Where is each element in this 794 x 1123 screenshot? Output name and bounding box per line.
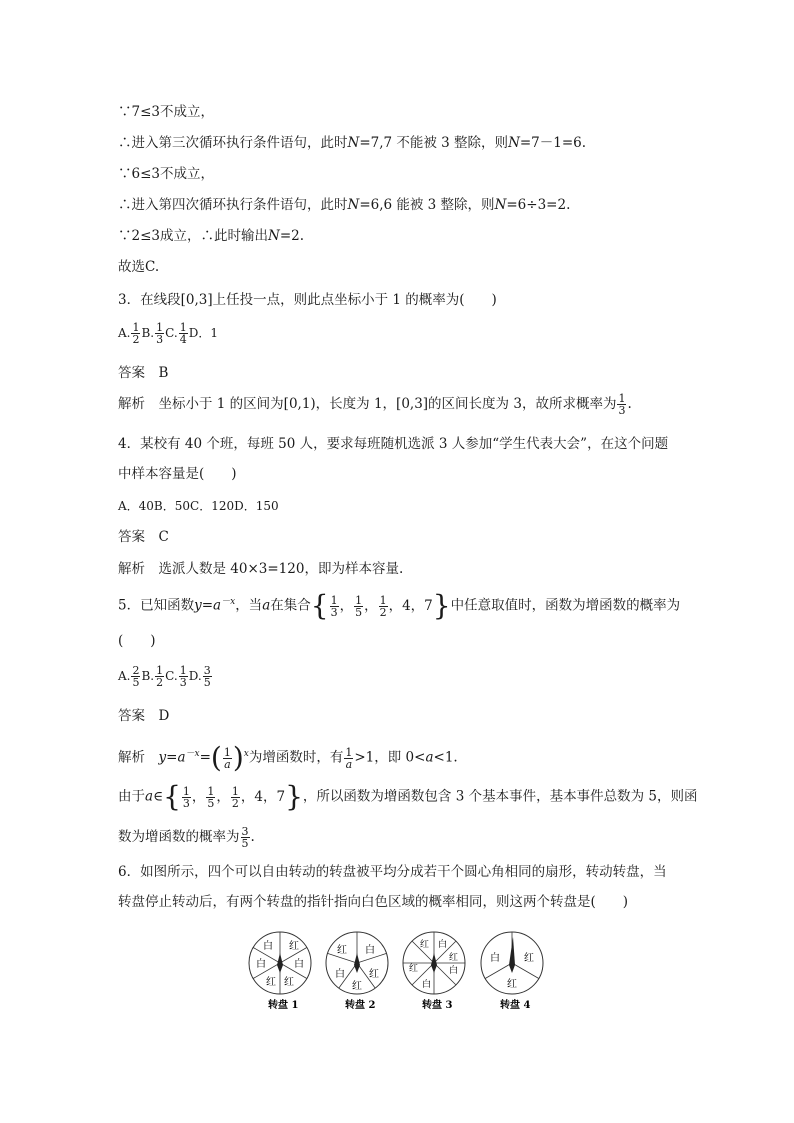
spinner-figure bbox=[240, 925, 560, 1015]
sector-label: 红 bbox=[449, 953, 459, 963]
sector-label: 白 bbox=[335, 969, 345, 980]
text-line: ∵6≤3不成立， bbox=[118, 166, 214, 182]
sector-label: 白 bbox=[365, 945, 375, 956]
question-4-stem: 4．某校有 40 个班，每班 50 人，要求每班随机选派 3 人参加“学生代表大会”，在这个问题 bbox=[118, 436, 669, 452]
sector-label: 白 bbox=[490, 953, 500, 964]
sector-label: 红 bbox=[507, 979, 517, 990]
sector-label: 白 bbox=[294, 959, 304, 970]
spinner-2 bbox=[326, 932, 388, 1011]
sector-label: 红 bbox=[337, 945, 347, 956]
spinner-4 bbox=[481, 932, 543, 1011]
question-5-analysis: 由于a∈ { $\frac{1}{3}$ ， $\frac{1}{5}$ ， $\frac{1}{2}$ ，4，7 } ，所以函数为增函数包含 3 个基本事件，基本事件总数为 5，则函 bbox=[118, 780, 698, 813]
question-4-analysis: 解析 选派人数是 40×3=120，即为样本容量. bbox=[118, 561, 404, 577]
sector-label: 红 bbox=[284, 977, 294, 988]
question-4-answer: 答案 C bbox=[118, 529, 169, 545]
text-line: 故选C. bbox=[118, 259, 160, 275]
spinner-label: 转盘 2 bbox=[345, 1000, 376, 1011]
sector-label: 红 bbox=[266, 977, 276, 988]
spinner-label: 转盘 3 bbox=[422, 1000, 453, 1011]
sector-label: 白 bbox=[263, 941, 273, 952]
sector-label: 红 bbox=[369, 969, 379, 980]
text-line: ∴进入第三次循环执行条件语句，此时N=7,7 不能被 3 整除，则N=7－1=6. bbox=[118, 135, 587, 151]
text-line: ∴进入第四次循环执行条件语句，此时N=6,6 能被 3 整除，则N=6÷3=2. bbox=[118, 197, 571, 213]
question-5-analysis: 数为增函数的概率为 $\frac{3}{5}$ . bbox=[118, 825, 255, 850]
question-5-answer: 答案 D bbox=[118, 708, 170, 724]
sector-label: 白 bbox=[449, 966, 459, 976]
spinner-label: 转盘 4 bbox=[500, 1000, 531, 1011]
question-6-stem: 转盘停止转动后，有两个转盘的指针指向白色区域的概率相同，则这两个转盘是( ) bbox=[118, 894, 629, 910]
question-3-stem: 3．在线段[0,3]上任投一点，则此点坐标小于 1 的概率为( ) bbox=[118, 292, 497, 308]
question-4-stem: 中样本容量是( ) bbox=[118, 466, 237, 482]
question-3-analysis: 解析 坐标小于 1 的区间为[0,1)，长度为 1，[0,3]的区间长度为 3，故所求概率为 $\frac{1}{3}$ . bbox=[118, 392, 632, 417]
question-4-options: A．40B．50C．120D．150 bbox=[118, 499, 279, 513]
question-3-options: A. $\frac{1}{2}$ B. $\frac{1}{3}$ C. $\frac{1}{4}$ D．1 bbox=[118, 321, 218, 346]
sector-label: 白 bbox=[256, 959, 266, 970]
question-3-answer: 答案 B bbox=[118, 365, 169, 381]
sector-label: 红 bbox=[289, 941, 299, 952]
sector-label: 白 bbox=[438, 940, 448, 950]
sector-label: 红 bbox=[524, 953, 534, 964]
sector-label: 白 bbox=[422, 980, 432, 990]
question-5-stem: ( ) bbox=[118, 633, 156, 649]
sector-label: 红 bbox=[409, 964, 419, 974]
sector-label: 红 bbox=[420, 940, 430, 950]
spinner-1 bbox=[249, 932, 311, 1011]
question-5-stem: 5．已知函数$y=a^{-x}$，当a在集合 { $\frac{1}{3}$ ， $\frac{1}{5}$ ， $\frac{1}{2}$ ，4，7 } 中任意取值时，函数为增函数的概率为 bbox=[118, 589, 681, 622]
spinner-3 bbox=[403, 932, 465, 1011]
text-line: ∵7≤3不成立， bbox=[118, 104, 214, 120]
question-5-analysis: 解析 $y=a^{-x}=$ ( $\frac{1}{a}$ ) $^x$为增函数时，有 $\frac{1}{a}$ >1，即 0<a<1. bbox=[118, 741, 458, 774]
question-6-stem: 6．如图所示，四个可以自由转动的转盘被平均分成若干个圆心角相同的扇形，转动转盘，当 bbox=[118, 864, 667, 880]
sector-label: 红 bbox=[352, 981, 362, 992]
spinner-label: 转盘 1 bbox=[268, 1000, 299, 1011]
question-5-options: A. $\frac{2}{5}$ B. $\frac{1}{2}$ C. $\frac{1}{3}$ D. $\frac{3}{5}$ bbox=[118, 664, 211, 689]
text-line: ∵2≤3成立，∴此时输出N=2. bbox=[118, 228, 305, 244]
